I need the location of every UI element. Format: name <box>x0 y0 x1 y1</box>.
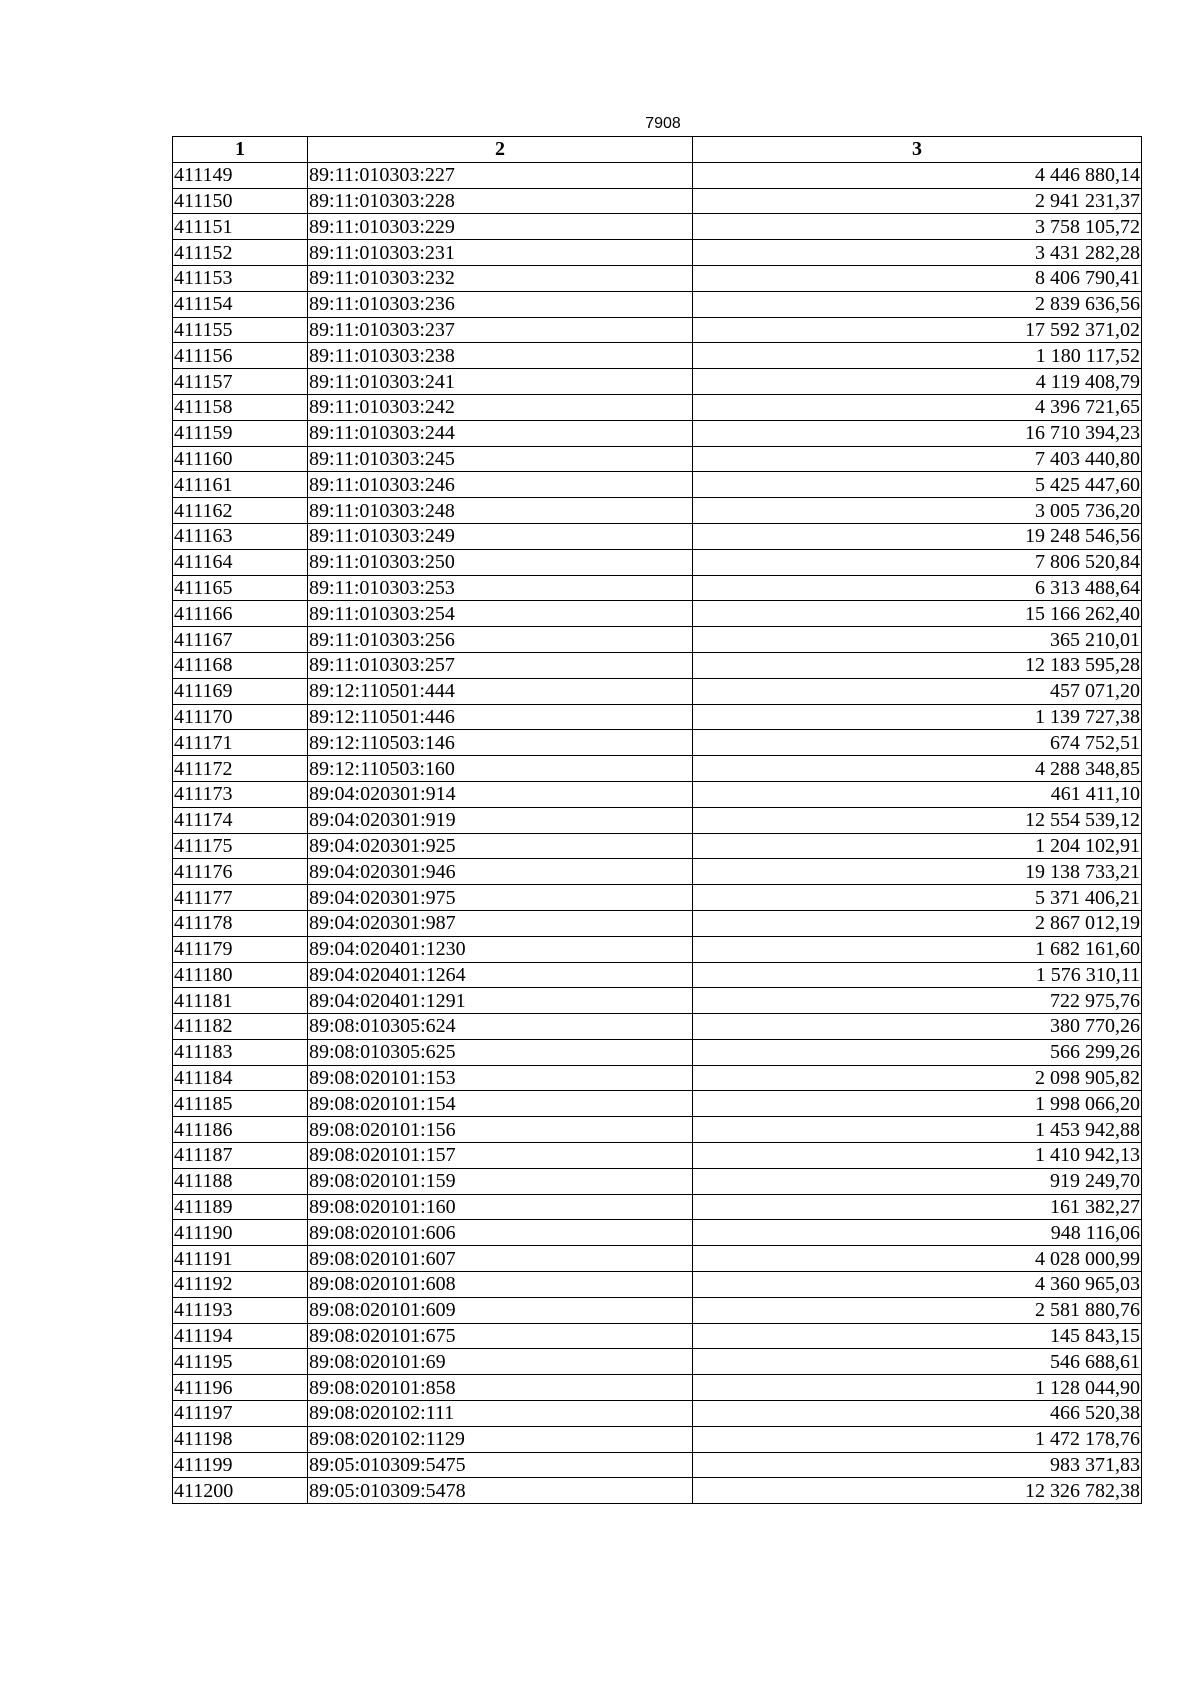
value-cell: 1 410 942,13 <box>693 1143 1142 1169</box>
row-number-cell: 411169 <box>173 678 308 704</box>
value-cell: 19 248 546,56 <box>693 523 1142 549</box>
table-row <box>173 420 1142 446</box>
table-row <box>173 343 1142 369</box>
cadastral-number-cell: 89:04:020401:1230 <box>308 936 693 962</box>
table-row <box>173 1014 1142 1040</box>
cadastral-number-cell: 89:08:020101:858 <box>308 1375 693 1401</box>
value-cell: 1 180 117,52 <box>693 343 1142 369</box>
table-row <box>173 1194 1142 1220</box>
row-number-cell: 411195 <box>173 1349 308 1375</box>
table-row <box>173 1426 1142 1452</box>
row-number-cell: 411200 <box>173 1478 308 1504</box>
value-cell: 380 770,26 <box>693 1014 1142 1040</box>
cadastral-number-cell: 89:08:020101:69 <box>308 1349 693 1375</box>
row-number-cell: 411176 <box>173 859 308 885</box>
cadastral-number-cell: 89:04:020401:1264 <box>308 962 693 988</box>
value-cell: 4 360 965,03 <box>693 1272 1142 1298</box>
table-body <box>173 162 1142 1503</box>
cadastral-number-cell: 89:08:020101:160 <box>308 1194 693 1220</box>
row-number-cell: 411174 <box>173 807 308 833</box>
table-row <box>173 910 1142 936</box>
row-number-cell: 411182 <box>173 1014 308 1040</box>
value-cell: 1 576 310,11 <box>693 962 1142 988</box>
row-number-cell: 411185 <box>173 1091 308 1117</box>
row-number-cell: 411155 <box>173 317 308 343</box>
value-cell: 8 406 790,41 <box>693 265 1142 291</box>
table-row <box>173 1168 1142 1194</box>
table-row <box>173 214 1142 240</box>
cadastral-number-cell: 89:08:020101:609 <box>308 1297 693 1323</box>
table-row <box>173 394 1142 420</box>
row-number-cell: 411187 <box>173 1143 308 1169</box>
cadastral-number-cell: 89:11:010303:253 <box>308 575 693 601</box>
row-number-cell: 411193 <box>173 1297 308 1323</box>
table-row <box>173 240 1142 266</box>
cadastral-number-cell: 89:08:020101:153 <box>308 1065 693 1091</box>
value-cell: 2 941 231,37 <box>693 188 1142 214</box>
table-header <box>173 137 1142 163</box>
row-number-cell: 411161 <box>173 472 308 498</box>
row-number-cell: 411192 <box>173 1272 308 1298</box>
table-row <box>173 988 1142 1014</box>
value-cell: 466 520,38 <box>693 1401 1142 1427</box>
value-cell: 566 299,26 <box>693 1039 1142 1065</box>
row-number-cell: 411149 <box>173 162 308 188</box>
value-cell: 145 843,15 <box>693 1323 1142 1349</box>
row-number-cell: 411197 <box>173 1401 308 1427</box>
cadastral-number-cell: 89:11:010303:245 <box>308 446 693 472</box>
row-number-cell: 411151 <box>173 214 308 240</box>
value-cell: 365 210,01 <box>693 627 1142 653</box>
value-cell: 6 313 488,64 <box>693 575 1142 601</box>
row-number-cell: 411168 <box>173 652 308 678</box>
value-cell: 4 028 000,99 <box>693 1246 1142 1272</box>
cadastral-number-cell: 89:11:010303:254 <box>308 601 693 627</box>
table-row <box>173 1039 1142 1065</box>
cadastral-number-cell: 89:08:020101:607 <box>308 1246 693 1272</box>
value-cell: 161 382,27 <box>693 1194 1142 1220</box>
value-cell: 4 119 408,79 <box>693 369 1142 395</box>
cadastral-number-cell: 89:11:010303:257 <box>308 652 693 678</box>
table-row <box>173 446 1142 472</box>
value-cell: 722 975,76 <box>693 988 1142 1014</box>
cadastral-number-cell: 89:11:010303:236 <box>308 291 693 317</box>
cadastral-number-cell: 89:08:020101:675 <box>308 1323 693 1349</box>
value-cell: 1 204 102,91 <box>693 833 1142 859</box>
row-number-cell: 411180 <box>173 962 308 988</box>
cadastral-number-cell: 89:08:020101:606 <box>308 1220 693 1246</box>
row-number-cell: 411181 <box>173 988 308 1014</box>
cadastral-number-cell: 89:12:110503:146 <box>308 730 693 756</box>
cadastral-number-cell: 89:11:010303:237 <box>308 317 693 343</box>
table-row <box>173 756 1142 782</box>
registry-table <box>172 136 1142 1504</box>
table-row <box>173 1091 1142 1117</box>
row-number-cell: 411154 <box>173 291 308 317</box>
table-row <box>173 162 1142 188</box>
cadastral-number-cell: 89:11:010303:227 <box>308 162 693 188</box>
table-row <box>173 369 1142 395</box>
cadastral-number-cell: 89:08:010305:624 <box>308 1014 693 1040</box>
row-number-cell: 411158 <box>173 394 308 420</box>
row-number-cell: 411166 <box>173 601 308 627</box>
value-cell: 674 752,51 <box>693 730 1142 756</box>
row-number-cell: 411199 <box>173 1452 308 1478</box>
row-number-cell: 411186 <box>173 1117 308 1143</box>
value-cell: 3 758 105,72 <box>693 214 1142 240</box>
table-row <box>173 575 1142 601</box>
row-number-cell: 411165 <box>173 575 308 601</box>
table-row <box>173 936 1142 962</box>
row-number-cell: 411170 <box>173 704 308 730</box>
cadastral-number-cell: 89:11:010303:249 <box>308 523 693 549</box>
value-cell: 2 867 012,19 <box>693 910 1142 936</box>
row-number-cell: 411153 <box>173 265 308 291</box>
row-number-cell: 411177 <box>173 885 308 911</box>
value-cell: 4 396 721,65 <box>693 394 1142 420</box>
table-row <box>173 1117 1142 1143</box>
value-cell: 15 166 262,40 <box>693 601 1142 627</box>
cadastral-number-cell: 89:05:010309:5478 <box>308 1478 693 1504</box>
cadastral-number-cell: 89:08:020101:154 <box>308 1091 693 1117</box>
cadastral-number-cell: 89:11:010303:242 <box>308 394 693 420</box>
cadastral-number-cell: 89:11:010303:228 <box>308 188 693 214</box>
table-row <box>173 291 1142 317</box>
table-row <box>173 317 1142 343</box>
value-cell: 948 116,06 <box>693 1220 1142 1246</box>
row-number-cell: 411164 <box>173 549 308 575</box>
cadastral-number-cell: 89:08:020101:157 <box>308 1143 693 1169</box>
value-cell: 4 288 348,85 <box>693 756 1142 782</box>
value-cell: 19 138 733,21 <box>693 859 1142 885</box>
row-number-cell: 411172 <box>173 756 308 782</box>
cadastral-number-cell: 89:08:020102:1129 <box>308 1426 693 1452</box>
row-number-cell: 411183 <box>173 1039 308 1065</box>
row-number-cell: 411190 <box>173 1220 308 1246</box>
table-row <box>173 885 1142 911</box>
row-number-cell: 411194 <box>173 1323 308 1349</box>
cadastral-number-cell: 89:11:010303:229 <box>308 214 693 240</box>
value-cell: 7 806 520,84 <box>693 549 1142 575</box>
page-number: 7908 <box>645 115 681 132</box>
cadastral-number-cell: 89:04:020301:914 <box>308 781 693 807</box>
cadastral-number-cell: 89:08:020101:156 <box>308 1117 693 1143</box>
value-cell: 2 581 880,76 <box>693 1297 1142 1323</box>
row-number-cell: 411189 <box>173 1194 308 1220</box>
table-row <box>173 601 1142 627</box>
table-row <box>173 781 1142 807</box>
cadastral-number-cell: 89:11:010303:256 <box>308 627 693 653</box>
table-row <box>173 549 1142 575</box>
cadastral-number-cell: 89:04:020301:946 <box>308 859 693 885</box>
cadastral-number-cell: 89:11:010303:231 <box>308 240 693 266</box>
cadastral-number-cell: 89:11:010303:248 <box>308 498 693 524</box>
value-cell: 983 371,83 <box>693 1452 1142 1478</box>
cadastral-number-cell: 89:05:010309:5475 <box>308 1452 693 1478</box>
cadastral-number-cell: 89:12:110503:160 <box>308 756 693 782</box>
value-cell: 919 249,70 <box>693 1168 1142 1194</box>
value-cell: 1 128 044,90 <box>693 1375 1142 1401</box>
row-number-cell: 411184 <box>173 1065 308 1091</box>
table-row <box>173 523 1142 549</box>
cadastral-number-cell: 89:08:020101:608 <box>308 1272 693 1298</box>
table-row <box>173 498 1142 524</box>
row-number-cell: 411175 <box>173 833 308 859</box>
cadastral-number-cell: 89:08:020102:111 <box>308 1401 693 1427</box>
table-row <box>173 730 1142 756</box>
row-number-cell: 411150 <box>173 188 308 214</box>
row-number-cell: 411162 <box>173 498 308 524</box>
value-cell: 1 682 161,60 <box>693 936 1142 962</box>
table-row <box>173 833 1142 859</box>
row-number-cell: 411196 <box>173 1375 308 1401</box>
table-row <box>173 265 1142 291</box>
value-cell: 2 839 636,56 <box>693 291 1142 317</box>
cadastral-number-cell: 89:11:010303:238 <box>308 343 693 369</box>
value-cell: 4 446 880,14 <box>693 162 1142 188</box>
cadastral-number-cell: 89:04:020301:975 <box>308 885 693 911</box>
value-cell: 1 453 942,88 <box>693 1117 1142 1143</box>
value-cell: 1 472 178,76 <box>693 1426 1142 1452</box>
value-cell: 3 431 282,28 <box>693 240 1142 266</box>
table-row <box>173 1143 1142 1169</box>
header-row <box>173 137 1142 163</box>
row-number-cell: 411167 <box>173 627 308 653</box>
table-row <box>173 1349 1142 1375</box>
row-number-cell: 411178 <box>173 910 308 936</box>
cadastral-number-cell: 89:04:020301:919 <box>308 807 693 833</box>
table-row <box>173 678 1142 704</box>
table-row <box>173 188 1142 214</box>
table-row <box>173 962 1142 988</box>
value-cell: 1 139 727,38 <box>693 704 1142 730</box>
table-row <box>173 1065 1142 1091</box>
cadastral-number-cell: 89:11:010303:241 <box>308 369 693 395</box>
table-row <box>173 472 1142 498</box>
row-number-cell: 411171 <box>173 730 308 756</box>
cadastral-number-cell: 89:04:020301:987 <box>308 910 693 936</box>
value-cell: 5 371 406,21 <box>693 885 1142 911</box>
table-row <box>173 704 1142 730</box>
value-cell: 12 326 782,38 <box>693 1478 1142 1504</box>
column-header-3: 3 <box>693 137 1142 163</box>
table-row <box>173 1375 1142 1401</box>
table-row <box>173 807 1142 833</box>
table-row <box>173 1272 1142 1298</box>
cadastral-number-cell: 89:08:010305:625 <box>308 1039 693 1065</box>
value-cell: 7 403 440,80 <box>693 446 1142 472</box>
cadastral-number-cell: 89:11:010303:244 <box>308 420 693 446</box>
value-cell: 1 998 066,20 <box>693 1091 1142 1117</box>
row-number-cell: 411160 <box>173 446 308 472</box>
row-number-cell: 411163 <box>173 523 308 549</box>
table-row <box>173 1220 1142 1246</box>
table-row <box>173 1452 1142 1478</box>
table-row <box>173 859 1142 885</box>
value-cell: 17 592 371,02 <box>693 317 1142 343</box>
value-cell: 457 071,20 <box>693 678 1142 704</box>
value-cell: 12 183 595,28 <box>693 652 1142 678</box>
row-number-cell: 411152 <box>173 240 308 266</box>
cadastral-number-cell: 89:04:020301:925 <box>308 833 693 859</box>
table-row <box>173 1246 1142 1272</box>
cadastral-number-cell: 89:11:010303:250 <box>308 549 693 575</box>
value-cell: 546 688,61 <box>693 1349 1142 1375</box>
row-number-cell: 411159 <box>173 420 308 446</box>
value-cell: 5 425 447,60 <box>693 472 1142 498</box>
cadastral-number-cell: 89:11:010303:232 <box>308 265 693 291</box>
column-header-1: 1 <box>173 137 308 163</box>
table-row <box>173 1297 1142 1323</box>
row-number-cell: 411157 <box>173 369 308 395</box>
cadastral-number-cell: 89:04:020401:1291 <box>308 988 693 1014</box>
cadastral-number-cell: 89:12:110501:446 <box>308 704 693 730</box>
value-cell: 461 411,10 <box>693 781 1142 807</box>
table-row <box>173 652 1142 678</box>
table-row <box>173 1478 1142 1504</box>
row-number-cell: 411179 <box>173 936 308 962</box>
value-cell: 16 710 394,23 <box>693 420 1142 446</box>
cadastral-number-cell: 89:11:010303:246 <box>308 472 693 498</box>
row-number-cell: 411191 <box>173 1246 308 1272</box>
row-number-cell: 411156 <box>173 343 308 369</box>
value-cell: 3 005 736,20 <box>693 498 1142 524</box>
cadastral-number-cell: 89:08:020101:159 <box>308 1168 693 1194</box>
table-row <box>173 627 1142 653</box>
row-number-cell: 411188 <box>173 1168 308 1194</box>
table-row <box>173 1401 1142 1427</box>
value-cell: 12 554 539,12 <box>693 807 1142 833</box>
row-number-cell: 411173 <box>173 781 308 807</box>
table-row <box>173 1323 1142 1349</box>
value-cell: 2 098 905,82 <box>693 1065 1142 1091</box>
row-number-cell: 411198 <box>173 1426 308 1452</box>
cadastral-number-cell: 89:12:110501:444 <box>308 678 693 704</box>
column-header-2: 2 <box>308 137 693 163</box>
